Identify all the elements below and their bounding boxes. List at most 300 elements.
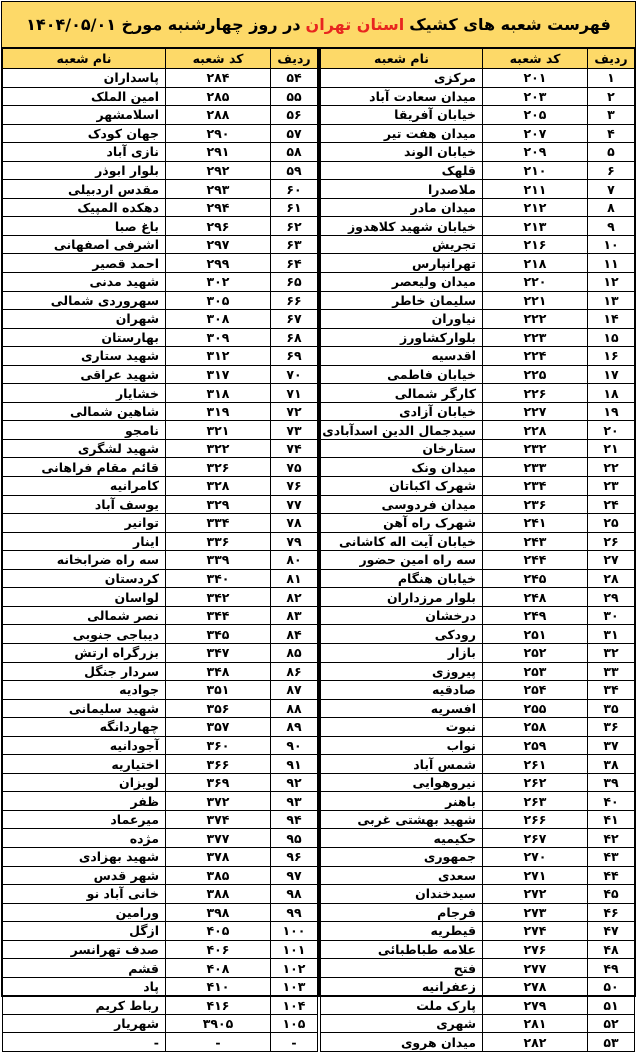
row-number-cell: ۲۳ xyxy=(588,477,635,496)
row-number-cell: ۳ xyxy=(588,106,635,125)
table-row xyxy=(321,773,635,792)
branch-name-cell: پاد xyxy=(3,977,166,996)
table-row xyxy=(321,87,635,106)
branch-code-cell: ۲۳۳ xyxy=(483,458,588,477)
row-number-cell: ۴۰ xyxy=(588,792,635,811)
header-row-number: ردیف xyxy=(588,49,635,69)
branch-name-cell: تجریش xyxy=(321,235,483,254)
table-row xyxy=(3,718,318,737)
table-row xyxy=(3,514,318,533)
branch-name-cell: نصر شمالی xyxy=(3,606,166,625)
branch-code-cell: ۲۵۴ xyxy=(483,681,588,700)
table-row xyxy=(3,439,318,458)
header-row-number: ردیف xyxy=(271,49,318,69)
branch-name-cell: پارک ملت xyxy=(321,996,483,1015)
branch-code-cell: ۳۹۰۵ xyxy=(166,1014,271,1033)
branch-code-cell: ۲۲۰ xyxy=(483,273,588,292)
branch-name-cell: اختیاریه xyxy=(3,755,166,774)
branch-name-cell: میرعماد xyxy=(3,810,166,829)
row-number-cell: ۷۸ xyxy=(271,514,318,533)
row-number-cell: ۵۷ xyxy=(271,124,318,143)
row-number-cell: ۴۸ xyxy=(588,940,635,959)
branch-name-cell: رودکی xyxy=(321,625,483,644)
table-row xyxy=(321,384,635,403)
table-row xyxy=(321,495,635,514)
row-number-cell: ۴۶ xyxy=(588,903,635,922)
branch-code-cell: ۲۸۴ xyxy=(166,69,271,88)
branch-code-cell: ۲۸۵ xyxy=(166,87,271,106)
row-number-cell: ۹۹ xyxy=(271,903,318,922)
branch-name-cell: مژده xyxy=(3,829,166,848)
branch-code-cell: ۲۴۵ xyxy=(483,569,588,588)
branch-name-cell: اشرفی اصفهانی xyxy=(3,235,166,254)
branch-code-cell: ۲۵۸ xyxy=(483,718,588,737)
branch-name-cell: درخشان xyxy=(321,606,483,625)
table-row xyxy=(3,477,318,496)
branch-code-cell: ۳۲۹ xyxy=(166,495,271,514)
table-row xyxy=(321,310,635,329)
branch-code-cell: ۲۱۲ xyxy=(483,198,588,217)
branch-name-cell: تهرانپارس xyxy=(321,254,483,273)
table-row xyxy=(3,606,318,625)
branch-name-cell: کامرانیه xyxy=(3,477,166,496)
row-number-cell: ۷۰ xyxy=(271,365,318,384)
row-number-cell: ۱۰۳ xyxy=(271,977,318,996)
row-number-cell: ۴۵ xyxy=(588,885,635,904)
row-number-cell: ۷۲ xyxy=(271,402,318,421)
table-row xyxy=(321,69,635,88)
branch-code-cell: ۲۴۳ xyxy=(483,532,588,551)
row-number-cell: ۳۴ xyxy=(588,681,635,700)
branch-name-cell: میدان فردوسی xyxy=(321,495,483,514)
table-row xyxy=(3,588,318,607)
branch-code-cell: ۲۵۳ xyxy=(483,662,588,681)
row-number-cell: ۱۶ xyxy=(588,347,635,366)
branch-code-cell: ۲۴۸ xyxy=(483,588,588,607)
branch-code-cell: ۲۲۵ xyxy=(483,365,588,384)
branch-name-cell: خیابان آزادی xyxy=(321,402,483,421)
branch-code-cell: ۳۱۸ xyxy=(166,384,271,403)
row-number-cell: ۲۵ xyxy=(588,514,635,533)
branch-name-cell: قیطریه xyxy=(321,922,483,941)
title-province: استان تهران xyxy=(305,15,405,34)
row-number-cell: ۹۵ xyxy=(271,829,318,848)
table-row xyxy=(3,235,318,254)
branch-name-cell: شهرک اکباتان xyxy=(321,477,483,496)
row-number-cell: ۶۴ xyxy=(271,254,318,273)
table-row xyxy=(321,885,635,904)
branch-name-cell: افسریه xyxy=(321,699,483,718)
table-row xyxy=(321,625,635,644)
table-row xyxy=(3,384,318,403)
row-number-cell: ۴۷ xyxy=(588,922,635,941)
row-number-cell: ۵۳ xyxy=(588,1033,635,1052)
row-number-cell: ۳۵ xyxy=(588,699,635,718)
row-number-cell: ۹۷ xyxy=(271,866,318,885)
branch-name-cell: دهکده المپیک xyxy=(3,198,166,217)
row-number-cell: ۷۳ xyxy=(271,421,318,440)
branch-code-cell: ۲۶۷ xyxy=(483,829,588,848)
table-row xyxy=(321,551,635,570)
branch-code-cell: ۲۷۸ xyxy=(483,977,588,996)
branch-name-cell: ملاصدرا xyxy=(321,180,483,199)
branch-name-cell: نیروهوایی xyxy=(321,773,483,792)
branch-code-cell: ۲۸۱ xyxy=(483,1014,588,1033)
row-number-cell: ۹ xyxy=(588,217,635,236)
table-row xyxy=(3,291,318,310)
row-number-cell: ۸۹ xyxy=(271,718,318,737)
row-number-cell: ۱۳ xyxy=(588,291,635,310)
table-row xyxy=(321,847,635,866)
table-row xyxy=(321,810,635,829)
table-row xyxy=(321,977,635,996)
branch-name-cell: - xyxy=(3,1033,166,1052)
table-row xyxy=(321,328,635,347)
row-number-cell: ۱۰ xyxy=(588,235,635,254)
branch-code-cell: ۲۰۱ xyxy=(483,69,588,88)
row-number-cell: ۵۸ xyxy=(271,143,318,162)
table-row xyxy=(321,514,635,533)
branch-code-cell: ۲۶۳ xyxy=(483,792,588,811)
branch-name-cell: خیابان فاطمی xyxy=(321,365,483,384)
table-row xyxy=(3,699,318,718)
branch-name-cell: رباط کریم xyxy=(3,996,166,1015)
branch-name-cell: چهاردانگه xyxy=(3,718,166,737)
branch-name-cell: جوادیه xyxy=(3,681,166,700)
branch-name-cell: زعفرانیه xyxy=(321,977,483,996)
table-row xyxy=(321,736,635,755)
table-row xyxy=(321,662,635,681)
branch-code-cell: ۲۷۳ xyxy=(483,903,588,922)
branch-code-cell: ۳۰۲ xyxy=(166,273,271,292)
table-row xyxy=(3,847,318,866)
row-number-cell: ۶۸ xyxy=(271,328,318,347)
table-row xyxy=(3,996,318,1015)
table-row xyxy=(321,866,635,885)
table-row xyxy=(3,273,318,292)
table-row xyxy=(321,996,635,1015)
branch-name-cell: آجودانیه xyxy=(3,736,166,755)
row-number-cell: ۶۳ xyxy=(271,235,318,254)
branch-code-cell: ۲۰۷ xyxy=(483,124,588,143)
branch-name-cell: شهید بهزادی xyxy=(3,847,166,866)
branch-code-cell: ۲۲۴ xyxy=(483,347,588,366)
table-row xyxy=(321,124,635,143)
row-number-cell: ۶۶ xyxy=(271,291,318,310)
branch-code-cell: ۲۱۰ xyxy=(483,161,588,180)
branch-name-cell: دیباجی جنوبی xyxy=(3,625,166,644)
row-number-cell: ۱۰۵ xyxy=(271,1014,318,1033)
row-number-cell: ۸۲ xyxy=(271,588,318,607)
branch-code-cell: ۲۷۰ xyxy=(483,847,588,866)
branch-name-cell: شهید مدنی xyxy=(3,273,166,292)
branch-code-cell: ۳۲۱ xyxy=(166,421,271,440)
branch-code-cell: ۲۳۲ xyxy=(483,439,588,458)
branch-name-cell: نبوت xyxy=(321,718,483,737)
row-number-cell: ۷۵ xyxy=(271,458,318,477)
table-row xyxy=(321,421,635,440)
row-number-cell: ۷۶ xyxy=(271,477,318,496)
title-suffix: در روز چهارشنبه مورخ ۱۴۰۴/۰۵/۰۱ xyxy=(26,15,301,34)
table-row xyxy=(3,569,318,588)
branch-code-cell: ۲۷۱ xyxy=(483,866,588,885)
branches-table-left xyxy=(2,48,318,1050)
branch-name-cell: خیابان آفریقا xyxy=(321,106,483,125)
table-row xyxy=(3,217,318,236)
row-number-cell: ۱۰۴ xyxy=(271,996,318,1015)
table-row xyxy=(3,458,318,477)
branch-name-cell: قشم xyxy=(3,959,166,978)
table-row xyxy=(321,532,635,551)
branch-code-cell: ۲۳۶ xyxy=(483,495,588,514)
branch-code-cell: ۴۰۸ xyxy=(166,959,271,978)
table-row xyxy=(3,922,318,941)
branch-name-cell: لواسان xyxy=(3,588,166,607)
table-row xyxy=(321,718,635,737)
duty-branches-sheet xyxy=(1,1,636,1050)
branch-code-cell: ۲۷۶ xyxy=(483,940,588,959)
branch-code-cell: ۳۳۶ xyxy=(166,532,271,551)
branch-name-cell: جهان کودک xyxy=(3,124,166,143)
table-row xyxy=(3,940,318,959)
branch-code-cell: ۳۵۶ xyxy=(166,699,271,718)
table-row xyxy=(3,885,318,904)
branch-name-cell: توانیر xyxy=(3,514,166,533)
branch-name-cell: خانی آباد نو xyxy=(3,885,166,904)
row-number-cell: ۱۱ xyxy=(588,254,635,273)
branch-name-cell: مرکزی xyxy=(321,69,483,88)
branch-code-cell: ۳۴۸ xyxy=(166,662,271,681)
branch-code-cell: ۴۱۶ xyxy=(166,996,271,1015)
branch-code-cell: ۲۴۹ xyxy=(483,606,588,625)
table-row xyxy=(3,810,318,829)
table-row xyxy=(3,1014,318,1033)
table-row xyxy=(321,347,635,366)
branch-code-cell: ۲۹۴ xyxy=(166,198,271,217)
table-row xyxy=(321,1033,635,1052)
branch-name-cell: سعدی xyxy=(321,866,483,885)
branch-code-cell: ۳۲۶ xyxy=(166,458,271,477)
row-number-cell: ۱۷ xyxy=(588,365,635,384)
table-row xyxy=(3,866,318,885)
branch-code-cell: ۳۴۲ xyxy=(166,588,271,607)
branch-code-cell: ۳۷۴ xyxy=(166,810,271,829)
branch-name-cell: لویزان xyxy=(3,773,166,792)
row-number-cell: ۶۹ xyxy=(271,347,318,366)
row-number-cell: ۸۱ xyxy=(271,569,318,588)
branch-name-cell: شهریار xyxy=(3,1014,166,1033)
branch-code-cell: ۲۵۵ xyxy=(483,699,588,718)
row-number-cell: ۳۹ xyxy=(588,773,635,792)
row-number-cell: ۹۳ xyxy=(271,792,318,811)
branch-code-cell: ۴۰۵ xyxy=(166,922,271,941)
row-number-cell: ۶۰ xyxy=(271,180,318,199)
table-row xyxy=(321,606,635,625)
row-number-cell: ۲۲ xyxy=(588,458,635,477)
table-row xyxy=(321,903,635,922)
branch-code-cell: ۲۶۲ xyxy=(483,773,588,792)
header-branch-code: کد شعبه xyxy=(483,49,588,69)
branch-code-cell: ۳۷۸ xyxy=(166,847,271,866)
table-row xyxy=(3,180,318,199)
table-row xyxy=(321,439,635,458)
row-number-cell: ۲۸ xyxy=(588,569,635,588)
branch-code-cell: ۳۷۷ xyxy=(166,829,271,848)
table-row xyxy=(321,792,635,811)
table-row xyxy=(3,829,318,848)
branch-name-cell: سه راه ضرابخانه xyxy=(3,551,166,570)
branch-name-cell: پیروزی xyxy=(321,662,483,681)
branch-code-cell: ۲۲۲ xyxy=(483,310,588,329)
table-row xyxy=(321,569,635,588)
branch-code-cell: ۳۵۷ xyxy=(166,718,271,737)
branch-code-cell: ۳۴۴ xyxy=(166,606,271,625)
table-row xyxy=(321,959,635,978)
branch-name-cell: علامه طباطبائی xyxy=(321,940,483,959)
branch-name-cell: بزرگراه ارتش xyxy=(3,643,166,662)
table-row xyxy=(3,143,318,162)
table-row xyxy=(3,328,318,347)
branch-name-cell: بازار xyxy=(321,643,483,662)
branch-code-cell: ۲۹۹ xyxy=(166,254,271,273)
branch-name-cell: صدف تهرانسر xyxy=(3,940,166,959)
branch-name-cell: شهید لشگری xyxy=(3,439,166,458)
branch-code-cell: ۳۸۵ xyxy=(166,866,271,885)
branch-code-cell: ۲۵۲ xyxy=(483,643,588,662)
row-number-cell: ۷۷ xyxy=(271,495,318,514)
branch-name-cell: بلوار مرزداران xyxy=(321,588,483,607)
branch-name-cell: سلیمان خاطر xyxy=(321,291,483,310)
branch-code-cell: ۲۲۷ xyxy=(483,402,588,421)
branch-code-cell: ۲۹۲ xyxy=(166,161,271,180)
table-row xyxy=(3,736,318,755)
row-number-cell: ۸ xyxy=(588,198,635,217)
branch-code-cell: ۲۹۱ xyxy=(166,143,271,162)
branch-name-cell: نازی آباد xyxy=(3,143,166,162)
table-row xyxy=(321,365,635,384)
row-number-cell: ۸۸ xyxy=(271,699,318,718)
row-number-cell: ۵۰ xyxy=(588,977,635,996)
branch-code-cell: ۳۵۱ xyxy=(166,681,271,700)
header-branch-code: کد شعبه xyxy=(166,49,271,69)
branch-code-cell: ۳۶۶ xyxy=(166,755,271,774)
branch-code-cell: ۲۶۱ xyxy=(483,755,588,774)
branch-code-cell: ۲۱۶ xyxy=(483,235,588,254)
table-row xyxy=(321,217,635,236)
table-row xyxy=(3,903,318,922)
branch-name-cell: ازگل xyxy=(3,922,166,941)
branch-name-cell: حکیمیه xyxy=(321,829,483,848)
table-row xyxy=(3,106,318,125)
table-row xyxy=(321,699,635,718)
row-number-cell: ۳۸ xyxy=(588,755,635,774)
row-number-cell: ۷۱ xyxy=(271,384,318,403)
branch-name-cell: خیابان الوند xyxy=(321,143,483,162)
table-row xyxy=(321,143,635,162)
row-number-cell: ۶۷ xyxy=(271,310,318,329)
row-number-cell: ۵ xyxy=(588,143,635,162)
table-row xyxy=(321,273,635,292)
branch-name-cell: نیاوران xyxy=(321,310,483,329)
row-number-cell: ۵۴ xyxy=(271,69,318,88)
table-row xyxy=(3,977,318,996)
branch-code-cell: ۲۷۹ xyxy=(483,996,588,1015)
branch-name-cell: صادقیه xyxy=(321,681,483,700)
row-number-cell: ۹۲ xyxy=(271,773,318,792)
branch-name-cell: میدان هروی xyxy=(321,1033,483,1052)
table-row xyxy=(321,458,635,477)
table-row xyxy=(3,1033,318,1052)
row-number-cell: ۵۱ xyxy=(588,996,635,1015)
branch-code-cell: ۲۹۶ xyxy=(166,217,271,236)
branch-code-cell: ۲۱۳ xyxy=(483,217,588,236)
table-header-row xyxy=(3,49,318,69)
branch-name-cell: خیابان آیت اله کاشانی xyxy=(321,532,483,551)
branch-code-cell: ۲۰۵ xyxy=(483,106,588,125)
branch-code-cell: ۲۸۸ xyxy=(166,106,271,125)
row-number-cell: ۲ xyxy=(588,87,635,106)
branch-code-cell: ۳۴۰ xyxy=(166,569,271,588)
branch-code-cell: ۳۱۹ xyxy=(166,402,271,421)
row-number-cell: ۴ xyxy=(588,124,635,143)
row-number-cell: ۸۷ xyxy=(271,681,318,700)
table-header-row xyxy=(321,49,635,69)
branch-code-cell: ۲۲۳ xyxy=(483,328,588,347)
row-number-cell: ۳۱ xyxy=(588,625,635,644)
table-row xyxy=(321,940,635,959)
branch-code-cell: ۳۸۸ xyxy=(166,885,271,904)
branch-name-cell: شاهین شمالی xyxy=(3,402,166,421)
branch-name-cell: سیدخندان xyxy=(321,885,483,904)
table-row xyxy=(321,180,635,199)
table-row xyxy=(321,588,635,607)
branch-name-cell: ورامین xyxy=(3,903,166,922)
table-row xyxy=(3,69,318,88)
branch-name-cell: اینار xyxy=(3,532,166,551)
branch-name-cell: مقدس اردبیلی xyxy=(3,180,166,199)
branch-code-cell: ۲۸۲ xyxy=(483,1033,588,1052)
branch-name-cell: کارگر شمالی xyxy=(321,384,483,403)
branch-name-cell: جمهوری xyxy=(321,847,483,866)
branch-code-cell: ۲۶۶ xyxy=(483,810,588,829)
branch-code-cell: ۳۰۵ xyxy=(166,291,271,310)
row-number-cell: ۹۱ xyxy=(271,755,318,774)
row-number-cell: ۴۳ xyxy=(588,847,635,866)
table-row xyxy=(321,291,635,310)
row-number-cell: ۲۰ xyxy=(588,421,635,440)
row-number-cell: ۱۸ xyxy=(588,384,635,403)
row-number-cell: ۱ xyxy=(588,69,635,88)
branch-code-cell: ۳۶۰ xyxy=(166,736,271,755)
branch-code-cell: ۳۰۹ xyxy=(166,328,271,347)
row-number-cell: ۲۹ xyxy=(588,588,635,607)
branch-code-cell: ۲۱۸ xyxy=(483,254,588,273)
row-number-cell: ۸۳ xyxy=(271,606,318,625)
row-number-cell: ۳۶ xyxy=(588,718,635,737)
row-number-cell: ۱۰۰ xyxy=(271,922,318,941)
table-row xyxy=(3,792,318,811)
branch-name-cell: خیابان هنگام xyxy=(321,569,483,588)
branch-code-cell: ۲۴۴ xyxy=(483,551,588,570)
table-row xyxy=(321,198,635,217)
branch-name-cell: شهرک راه آهن xyxy=(321,514,483,533)
table-row xyxy=(321,254,635,273)
title-prefix: فهرست شعبه های کشیک xyxy=(409,15,611,34)
branch-name-cell: سیدجمال الدین اسدآبادی xyxy=(321,421,483,440)
table-row xyxy=(3,421,318,440)
branch-name-cell: پاسداران xyxy=(3,69,166,88)
table-row xyxy=(3,347,318,366)
